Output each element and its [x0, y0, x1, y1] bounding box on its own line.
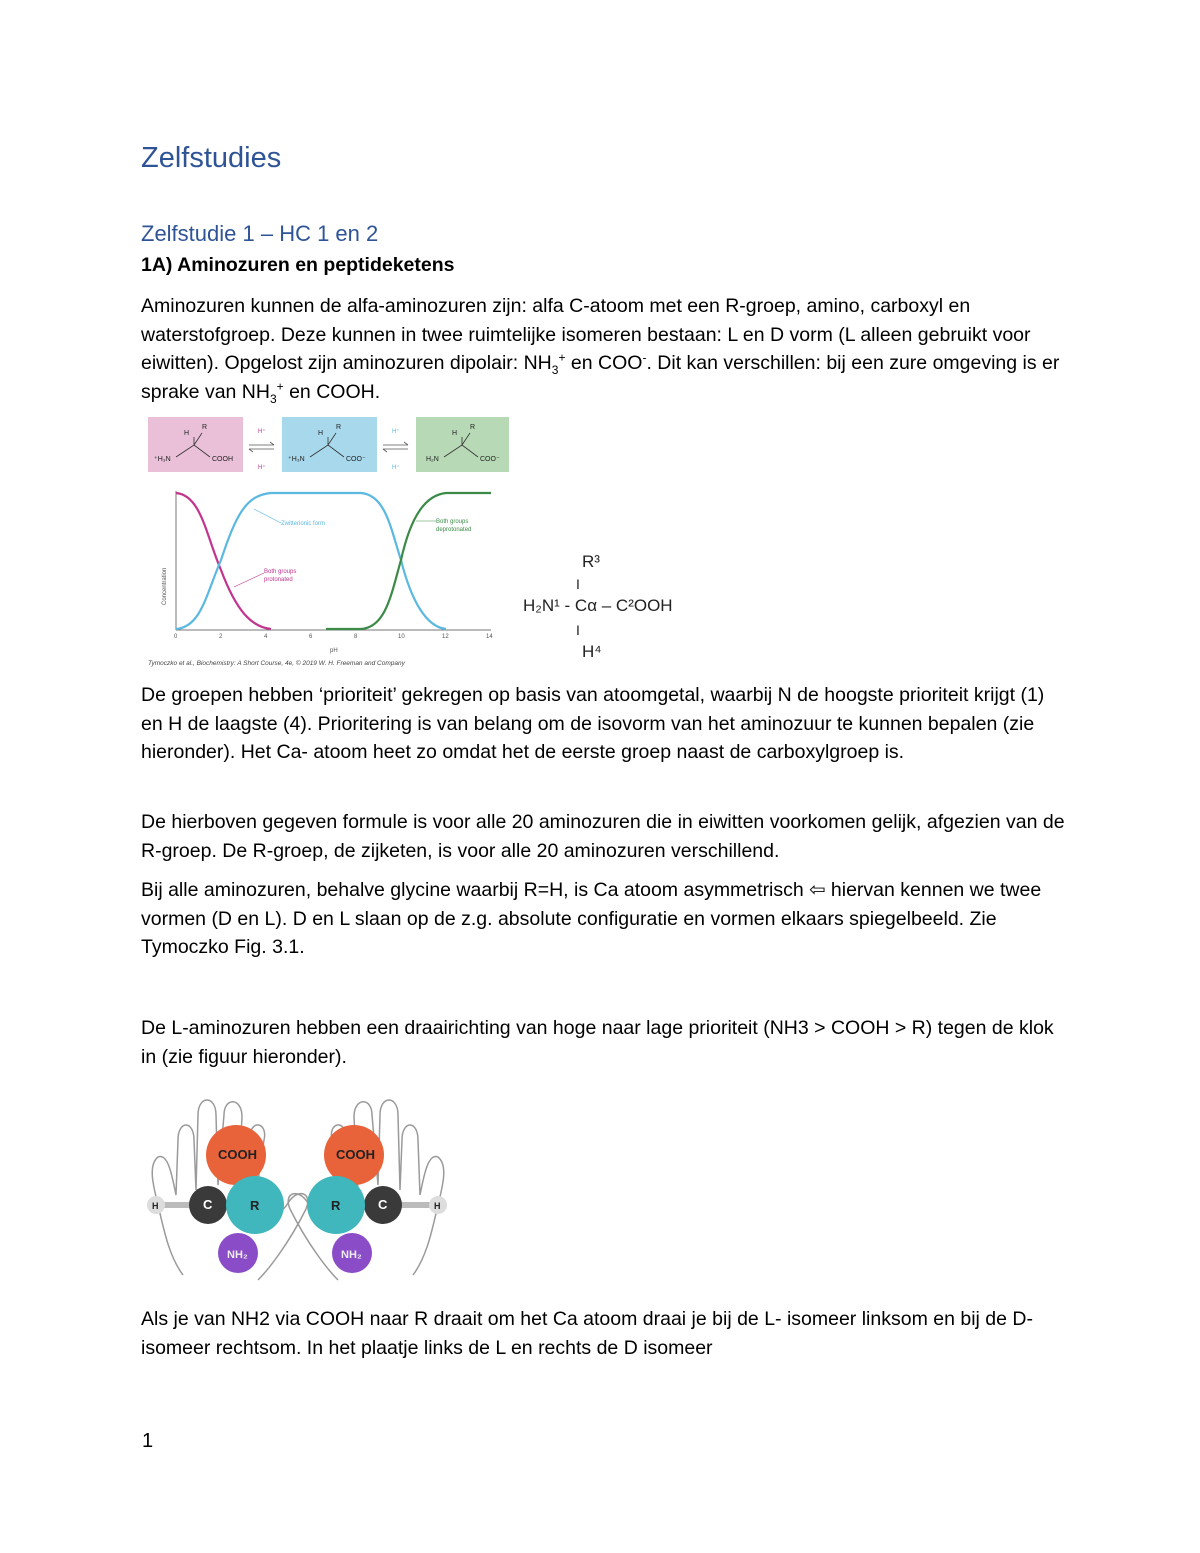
x-tick: 0: [174, 634, 178, 640]
h-label-right: H: [434, 1201, 441, 1211]
x-tick: 10: [398, 634, 405, 640]
protonated-panel: [148, 417, 243, 472]
cooh-label-right: COOH: [336, 1147, 375, 1162]
c-label-right: C: [378, 1197, 388, 1212]
zwitterionic-leader: [254, 509, 281, 523]
protonated-label-2: protonated: [264, 577, 293, 583]
x-tick: 2: [219, 634, 223, 640]
nh2-label-left: NH₂: [227, 1249, 248, 1261]
panel-right-h: H: [452, 430, 458, 437]
paragraph-l-isomer: De L-aminozuren hebben een draairichting van hoge naar lage prioriteit (NH3 > COOH > R) tegen de klok in (zie figuur hieronder).: [141, 1017, 1054, 1068]
x-tick: 4: [264, 634, 268, 640]
arrow-2-bottom-label: H⁺: [392, 465, 400, 471]
deprotonated-label-2: deprotonated: [436, 527, 472, 533]
arrow-1-top-label: H⁺: [258, 429, 266, 435]
equilibrium-arrow-1: [249, 442, 274, 452]
nh2-label-right: NH₂: [341, 1249, 362, 1261]
h-label-left: H: [152, 1201, 159, 1211]
subsection-heading: 1A) Aminozuren en peptideketens: [141, 254, 455, 276]
cooh-label-left: COOH: [218, 1147, 257, 1162]
panel-mid-carboxyl: COO⁻: [346, 456, 366, 463]
deprotonated-label-1: Both groups: [436, 519, 469, 525]
amino-acid-formula: [520, 545, 720, 665]
c-label-left: C: [203, 1197, 213, 1212]
x-tick: 14: [486, 634, 493, 640]
panel-left-amine: ⁺H₃N: [154, 456, 171, 463]
protonated-label-1: Both groups: [264, 569, 297, 575]
panel-mid-amine: ⁺H₃N: [288, 456, 305, 463]
paragraph-priority: De groepen hebben ‘prioriteit’ gekregen op basis van atoomgetal, waarbij N de hoogste prioriteit krijgt (1) en H de laagste (4). Prioritering is van belang om de isovorm van het aminozuur te kunnen bepalen (zie hieronder). Het Ca- atoom heet zo omdat het de eerste groep naast de carboxylgroep is.: [141, 684, 1045, 764]
protonated-leader: [234, 573, 264, 587]
formula-h4: H⁴: [582, 642, 602, 661]
x-axis-label: pH: [330, 648, 338, 654]
x-tick: 8: [354, 634, 358, 640]
panel-right-r: R: [470, 424, 476, 431]
panel-left-r: R: [202, 424, 208, 431]
formula-main-chain: H₂N¹ - Cα – C²OOH: [523, 596, 673, 615]
paragraph-formula: De hierboven gegeven formule is voor alle 20 aminozuren die in eiwitten voorkomen gelijk, afgezien van de R-groep. De R-groep, de zijketen, is voor alle 20 aminozuren verschillend.: [141, 811, 1065, 862]
zwitterionic-label: Zwitterionic form: [281, 521, 326, 527]
arrow-1-bottom-label: H⁺: [258, 465, 266, 471]
panel-left-h: H: [184, 430, 190, 437]
r-label-left: R: [250, 1198, 260, 1213]
panel-mid-h: H: [318, 430, 324, 437]
l-isomer-molecule: [147, 1125, 284, 1273]
x-tick: 6: [309, 634, 313, 640]
panel-left-carboxyl: COOH: [212, 456, 233, 463]
equilibrium-arrow-2: [383, 442, 408, 452]
formula-bond-top: I: [576, 576, 580, 592]
r-label-right: R: [331, 1198, 341, 1213]
arrow-2-top-label: H⁺: [392, 429, 400, 435]
protonated-curve: [176, 493, 271, 629]
deprotonated-curve: [326, 493, 491, 629]
paragraph-rotation: Als je van NH2 via COOH naar R draait om het Ca atoom draai je bij de L- isomeer linksom en bij de D-isomeer rechtsom. In het plaatje links de L en rechts de D isomeer: [141, 1308, 1033, 1359]
panel-right-amine: H₂N: [426, 456, 439, 463]
section-heading: Zelfstudie 1 – HC 1 en 2: [141, 221, 379, 246]
x-tick: 12: [442, 634, 449, 640]
panel-mid-r: R: [336, 424, 342, 431]
y-axis-label: Concentration: [162, 567, 168, 605]
chirality-hands-figure: [138, 1085, 458, 1285]
paragraph-asymmetry: Bij alle aminozuren, behalve glycine waarbij R=H, is Ca atoom asymmetrisch ⇦ hiervan kennen we twee vormen (D en L). D en L slaan op de z.g. absolute configuratie en vormen elkaars spiegelbeeld. Zie Tymoczko Fig. 3.1.: [141, 879, 1042, 959]
panel-right-carboxyl: COO⁻: [480, 456, 500, 463]
page-number: 1: [142, 1430, 154, 1452]
figure-caption: Tymoczko et al., Biochemistry: A Short Course, 4e, © 2019 W. H. Freeman and Company: [148, 660, 405, 667]
formula-bond-bottom: I: [576, 622, 580, 638]
paragraph-intro: Aminozuren kunnen de alfa-aminozuren zijn: alfa C-atoom met een R-groep, amino, carboxyl en waterstofgroep. Deze kunnen in twee ruimtelijke isomeren bestaan: L en D vorm (L alleen gebruikt voor eiwitten). Opgelost zijn aminozuren dipolair: $NH_3^+$ en COO-. Dit kan verschillen: bij een zure omgeving is er sprake van $NH_3^+$ en COOH.: [141, 295, 1060, 406]
zwitterion-panel: [282, 417, 377, 472]
page-title: Zelfstudies: [141, 142, 282, 174]
formula-r3: R³: [582, 552, 600, 571]
titration-figure: [146, 415, 511, 670]
